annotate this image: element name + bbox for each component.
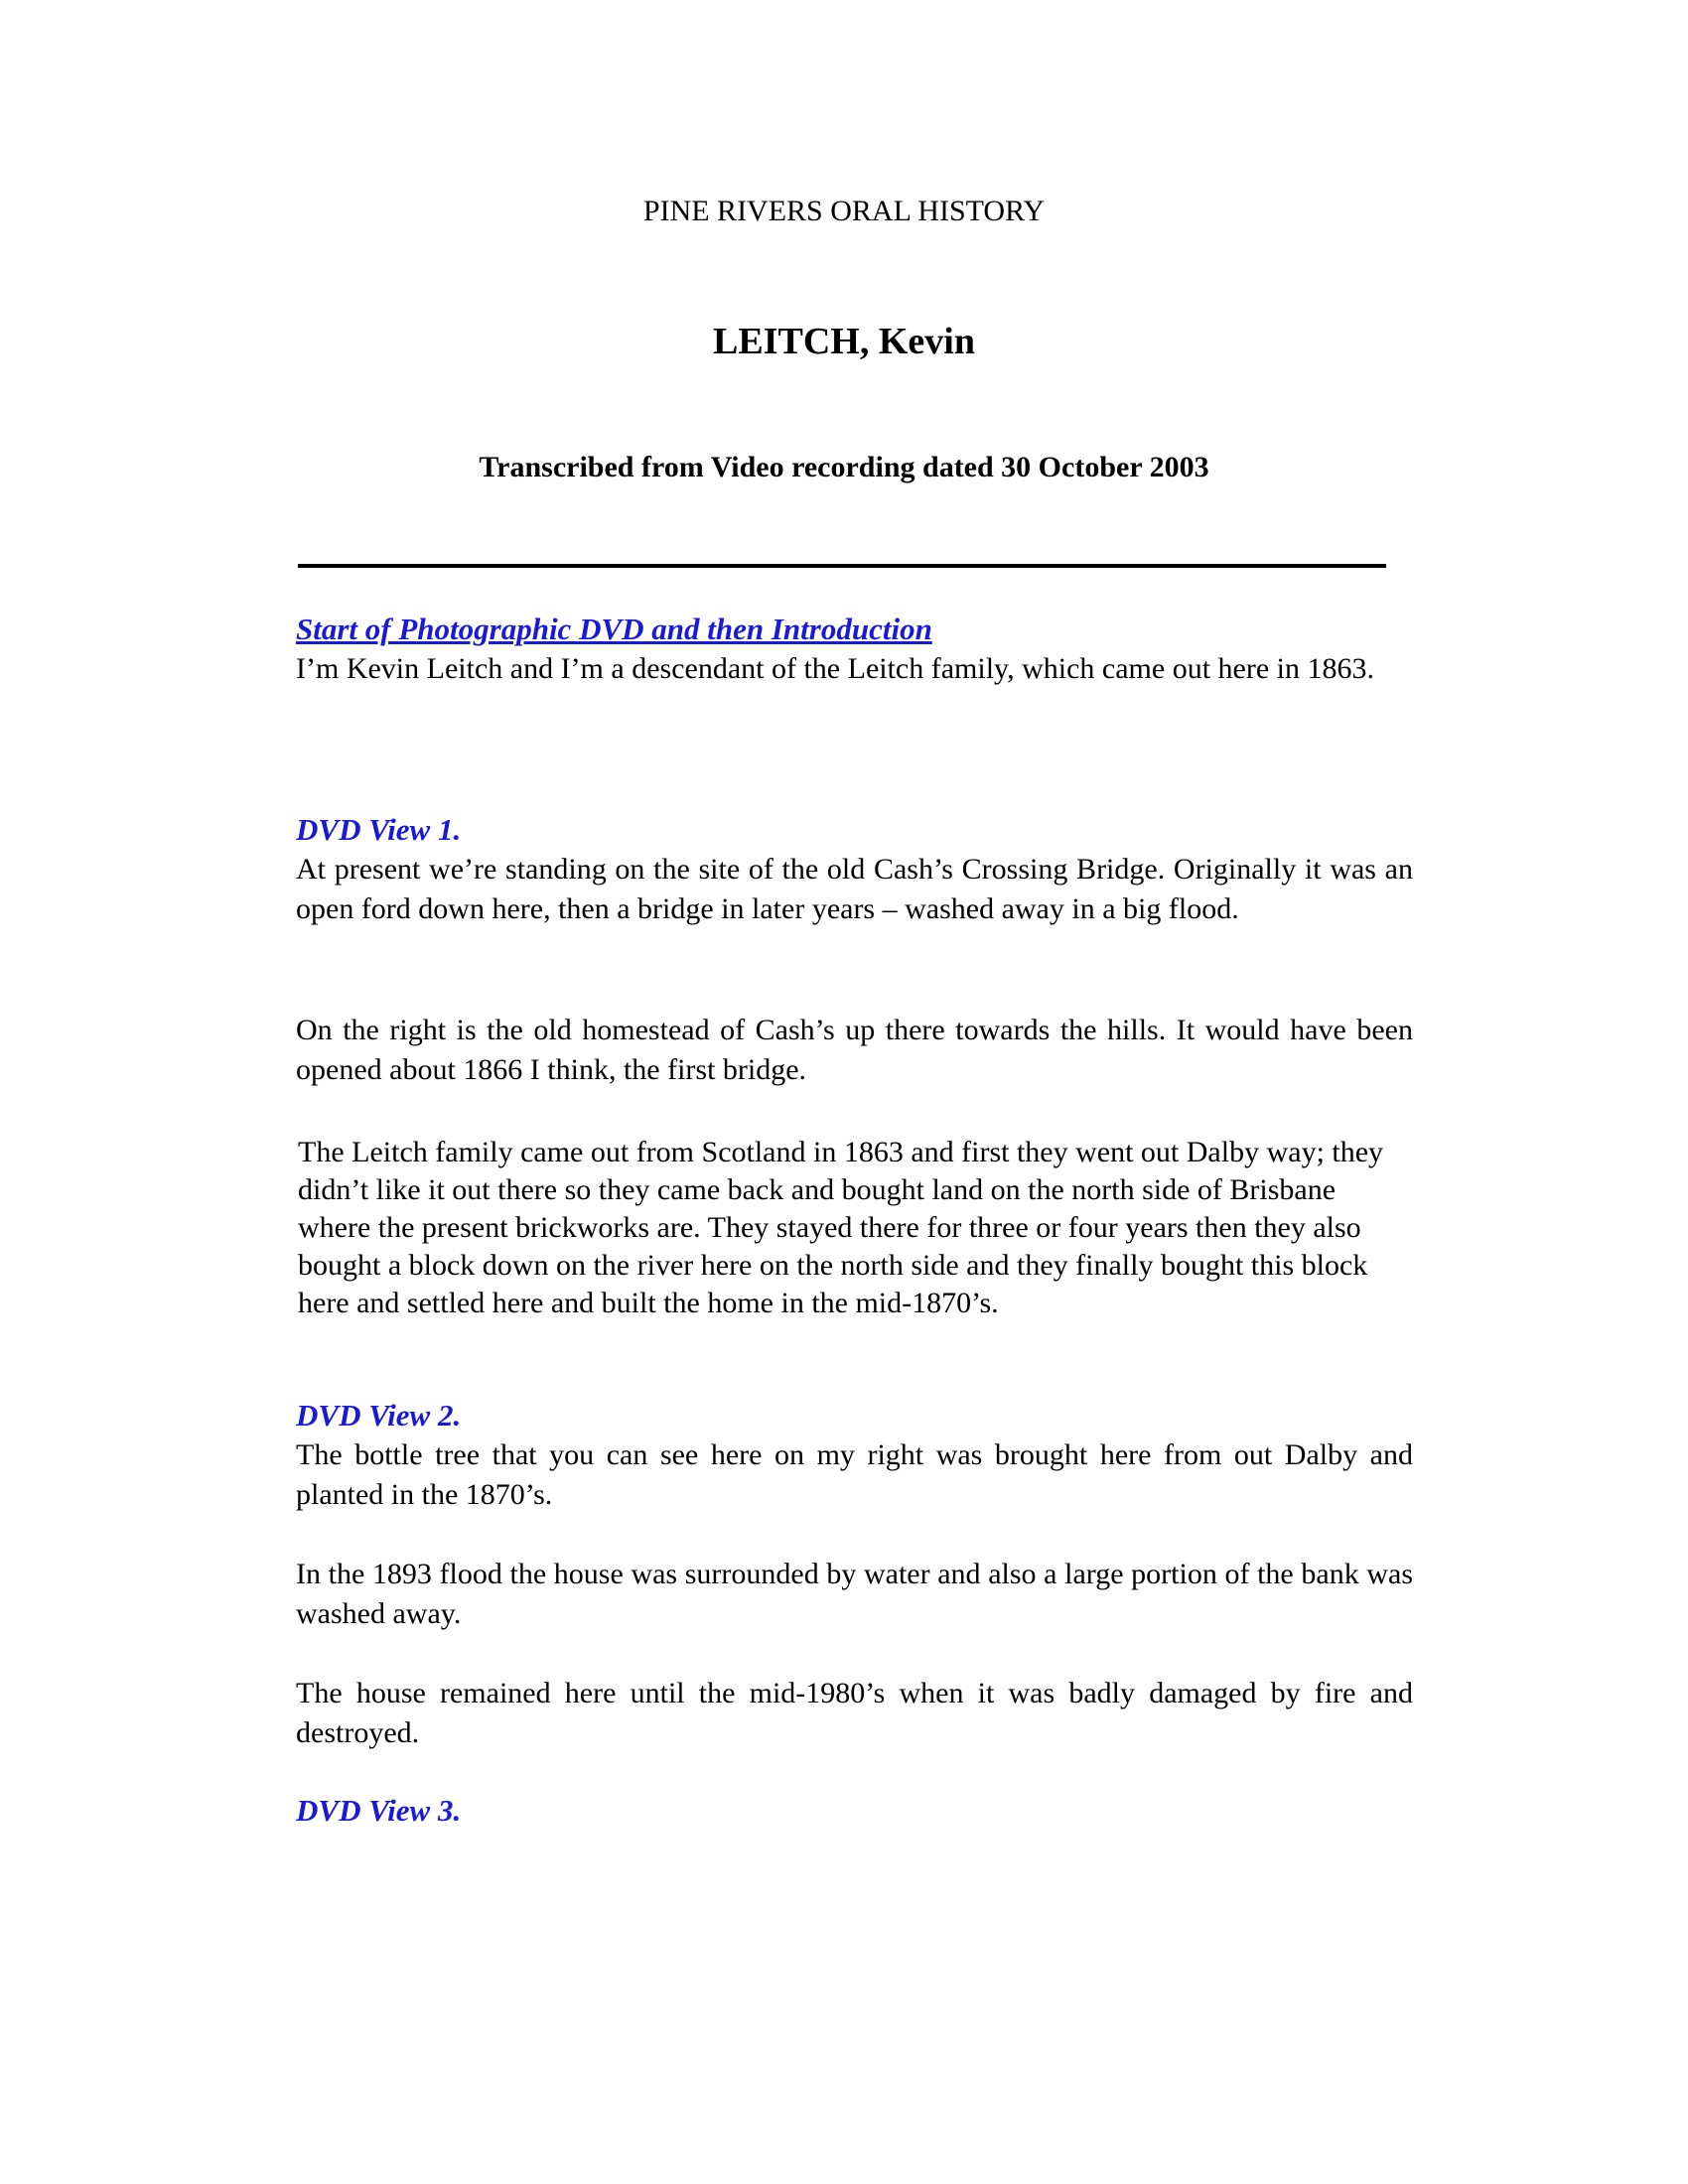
series-title: PINE RIVERS ORAL HISTORY — [642, 195, 1046, 227]
view2-paragraph-1: The bottle tree that you can see here on my right was brought here from out Dalby and planted in the 1870’s. — [296, 1438, 1413, 1511]
view1-heading: DVD View 1. — [296, 812, 462, 847]
view3-heading: DVD View 3. — [296, 1793, 462, 1828]
intro-heading-link[interactable]: Start of Photographic DVD and then Introduction — [296, 612, 932, 646]
view2-paragraph-2-block — [296, 1555, 1413, 1634]
view1-paragraph-3-block — [298, 1134, 1390, 1322]
view2-paragraph-2: In the 1893 flood the house was surrounded by water and also a large portion of the bank was washed away. — [296, 1558, 1413, 1630]
view3-section — [296, 1791, 1413, 1831]
view2-paragraph-3: The house remained here until the mid-1980’s when it was badly damaged by fire and destroyed. — [296, 1677, 1413, 1749]
horizontal-rule — [298, 564, 1386, 568]
recording-subtitle: Transcribed from Video recording dated 30 October 2003 — [479, 451, 1209, 483]
view1-paragraph-2-block — [296, 1011, 1413, 1090]
view2-paragraph-3-block — [296, 1674, 1413, 1753]
view1-section — [296, 810, 1413, 929]
interviewee-name: LEITCH, Kevin — [713, 321, 975, 362]
intro-section — [296, 610, 1413, 689]
view1-paragraph-2: On the right is the old homestead of Cash’s up there towards the hills. It would have been opened about 1866 I think, the first bridge. — [296, 1014, 1413, 1086]
view1-paragraph-1: At present we’re standing on the site of the old Cash’s Crossing Bridge. Originally it was an open ford down here, then a bridge in later years – washed away in a big flood. — [296, 853, 1413, 925]
view1-paragraph-3: The Leitch family came out from Scotland in 1863 and first they went out Dalby way; they didn’t like it out there so they came back and bought land on the north side of Brisbane where the present brickworks are. They stayed there for three or four years then they also bought a block down on the river here on the north side and they finally bought this block here and settled here and built the home in the mid-1870’s. — [298, 1136, 1384, 1319]
view2-section — [296, 1396, 1413, 1515]
view2-heading: DVD View 2. — [296, 1398, 462, 1433]
intro-paragraph-1: I’m Kevin Leitch and I’m a descendant of the Leitch family, which came out here in 1863. — [296, 652, 1374, 685]
